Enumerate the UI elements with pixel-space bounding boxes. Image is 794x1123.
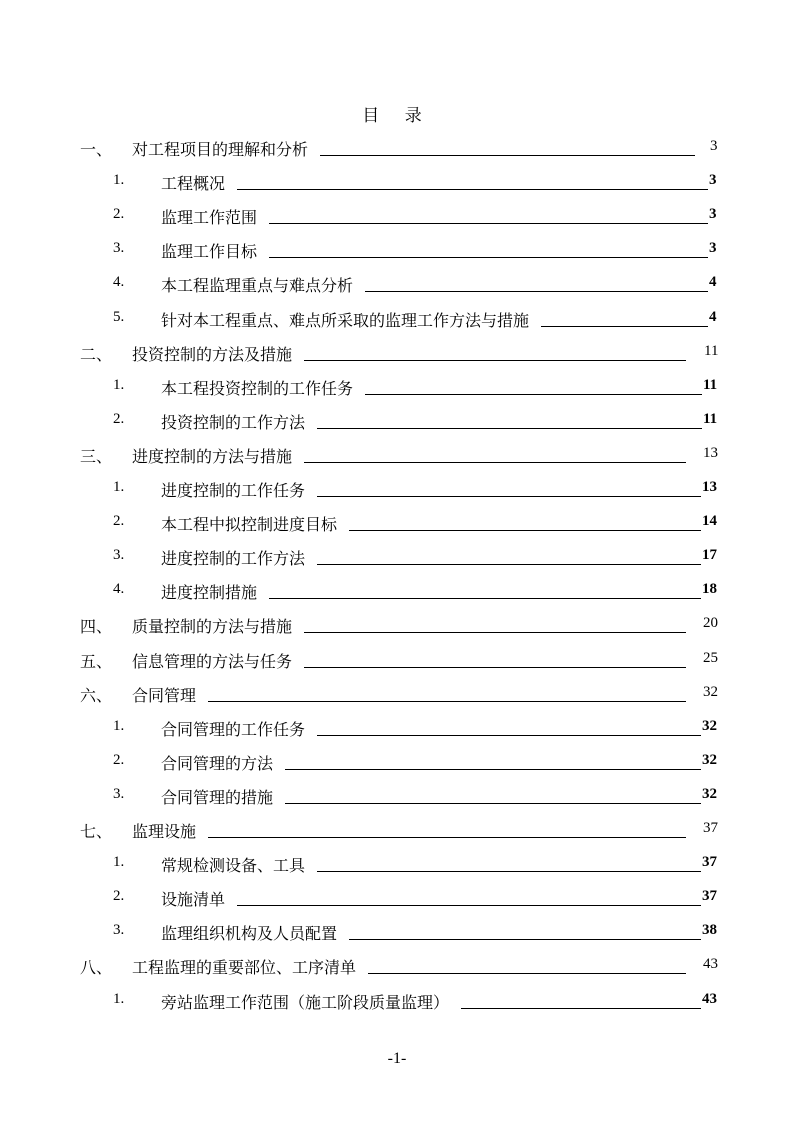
toc-entry-page: 11 [703,411,718,427]
toc-entry[interactable] [0,819,794,843]
toc-entry-label: 针对本工程重点、难点所采取的监理工作方法与措施 [161,311,530,330]
toc-leader-line [317,871,701,872]
toc-entry-page: 32 [703,684,718,700]
toc-leader-line [365,394,702,395]
toc-entry-page: 13 [703,445,718,461]
toc-entry[interactable] [0,137,794,161]
toc-entry[interactable] [0,649,794,673]
toc-entry-label: 对工程项目的理解和分析 [132,140,309,159]
toc-leader-line [349,530,701,531]
toc-leader-line [285,803,701,804]
toc-leader-line [304,462,686,463]
toc-entry[interactable] [0,478,794,502]
toc-entry-number: 2. [113,513,125,529]
toc-entry-label: 合同管理的方法 [161,754,274,773]
toc-entry-page: 32 [702,786,717,802]
toc-leader-line [269,598,701,599]
toc-entry[interactable] [0,717,794,741]
page-number: -1- [387,1050,407,1067]
toc-leader-line [317,735,701,736]
toc-entry-page: 37 [702,888,717,904]
toc-entry-label: 设施清单 [161,890,226,909]
toc-leader-line [368,973,686,974]
toc-leader-line [541,326,708,327]
toc-entry-label: 合同管理的措施 [161,788,274,807]
toc-entry-number: 1. [113,172,125,188]
toc-leader-line [304,632,686,633]
toc-entry-label: 信息管理的方法与任务 [132,652,293,671]
toc-entry[interactable] [0,342,794,366]
toc-entry[interactable] [0,887,794,911]
toc-entry-page: 3 [709,172,717,188]
toc-entry[interactable] [0,853,794,877]
toc-entry-number: 2. [113,752,125,768]
toc-entry-page: 17 [702,547,717,563]
toc-entry-page: 4 [709,309,717,325]
toc-entry-number: 2. [113,206,125,222]
toc-entry-number: 三、 [80,447,113,466]
toc-entry-number: 3. [113,922,125,938]
toc-entry-label: 监理设施 [132,822,197,841]
toc-leader-line [304,360,686,361]
toc-entry[interactable] [0,444,794,468]
toc-entry-label: 监理工作目标 [161,242,258,261]
toc-entry-label: 投资控制的方法及措施 [132,345,293,364]
toc-entry-page: 18 [702,581,717,597]
toc-entry-page: 37 [702,854,717,870]
toc-leader-line [317,428,702,429]
toc-entry-page: 32 [702,752,717,768]
toc-entry-page: 32 [702,718,717,734]
toc-entry-label: 工程概况 [161,174,226,193]
toc-entry-label: 监理组织机构及人员配置 [161,924,338,943]
toc-leader-line [285,769,701,770]
toc-entry-number: 四、 [80,617,113,636]
toc-entry-label: 进度控制的工作方法 [161,549,306,568]
toc-leader-line [208,837,686,838]
toc-entry-page: 3 [709,206,717,222]
toc-entry[interactable] [0,546,794,570]
toc-entry[interactable] [0,512,794,536]
toc-leader-line [461,1008,701,1009]
toc-entry-page: 11 [703,377,718,393]
toc-entry-number: 4. [113,274,125,290]
toc-entry[interactable] [0,683,794,707]
toc-entry[interactable] [0,990,794,1014]
toc-entry[interactable] [0,205,794,229]
toc-leader-line [304,667,686,668]
toc-entry-label: 合同管理的工作任务 [161,720,306,739]
toc-entry-label: 投资控制的工作方法 [161,413,306,432]
toc-entry[interactable] [0,921,794,945]
toc-leader-line [269,257,708,258]
toc-entry-label: 旁站监理工作范围（施工阶段质量监理） [161,993,450,1012]
toc-entry-number: 1. [113,377,125,393]
toc-entry-label: 本工程监理重点与难点分析 [161,276,354,295]
toc-leader-line [269,223,708,224]
toc-entry[interactable] [0,785,794,809]
toc-entry-page: 13 [702,479,717,495]
toc-entry-number: 3. [113,240,125,256]
toc-entry-label: 本工程投资控制的工作任务 [161,379,354,398]
toc-entry[interactable] [0,171,794,195]
toc-entry-number: 2. [113,888,125,904]
toc-entry-number: 二、 [80,345,113,364]
toc-entry[interactable] [0,751,794,775]
toc-leader-line [317,564,701,565]
toc-entry-label: 进度控制的工作任务 [161,481,306,500]
toc-leader-line [349,939,701,940]
toc-entry-number: 五、 [80,652,113,671]
toc-entry[interactable] [0,376,794,400]
toc-entry-label: 质量控制的方法与措施 [132,617,293,636]
toc-leader-line [365,291,708,292]
toc-entry-page: 3 [709,240,717,256]
toc-entry[interactable] [0,410,794,434]
toc-entry-number: 六、 [80,686,113,705]
toc-entry-page: 37 [703,820,718,836]
toc-leader-line [317,496,701,497]
toc-entry-number: 八、 [80,958,113,977]
toc-entry-number: 2. [113,411,125,427]
toc-entry-number: 3. [113,786,125,802]
toc-entry-number: 1. [113,991,125,1007]
toc-entry-label: 进度控制措施 [161,583,258,602]
toc-entry-number: 七、 [80,822,113,841]
toc-leader-line [237,905,701,906]
toc-entry[interactable] [0,308,794,332]
toc-entry-page: 43 [702,991,717,1007]
toc-entry[interactable] [0,955,794,979]
toc-entry-label: 进度控制的方法与措施 [132,447,293,466]
toc-leader-line [208,701,686,702]
toc-entry-number: 1. [113,479,125,495]
toc-entry-page: 4 [709,274,717,290]
toc-entry-number: 5. [113,309,125,325]
toc-entry[interactable] [0,614,794,638]
toc-entry[interactable] [0,580,794,604]
toc-entry[interactable] [0,239,794,263]
toc-entry-label: 常规检测设备、工具 [161,856,306,875]
toc-entry-number: 1. [113,854,125,870]
toc-entry-label: 工程监理的重要部位、工序清单 [132,958,357,977]
toc-entry-page: 43 [703,956,718,972]
toc-entry-page: 3 [710,138,718,154]
toc-leader-line [237,189,708,190]
toc-entry[interactable] [0,273,794,297]
toc-entry-number: 3. [113,547,125,563]
toc-entry-label: 本工程中拟控制进度目标 [161,515,338,534]
toc-entry-page: 14 [702,513,717,529]
toc-entry-label: 合同管理 [132,686,197,705]
toc-entry-page: 38 [702,922,717,938]
toc-entry-number: 4. [113,581,125,597]
toc-entry-number: 1. [113,718,125,734]
toc-leader-line [320,155,695,156]
toc-entry-number: 一、 [80,140,113,159]
toc-title: 目 录 [362,106,432,126]
toc-entry-label: 监理工作范围 [161,208,258,227]
toc-entry-page: 25 [703,650,718,666]
toc-entry-page: 11 [704,343,719,359]
toc-entry-page: 20 [703,615,718,631]
